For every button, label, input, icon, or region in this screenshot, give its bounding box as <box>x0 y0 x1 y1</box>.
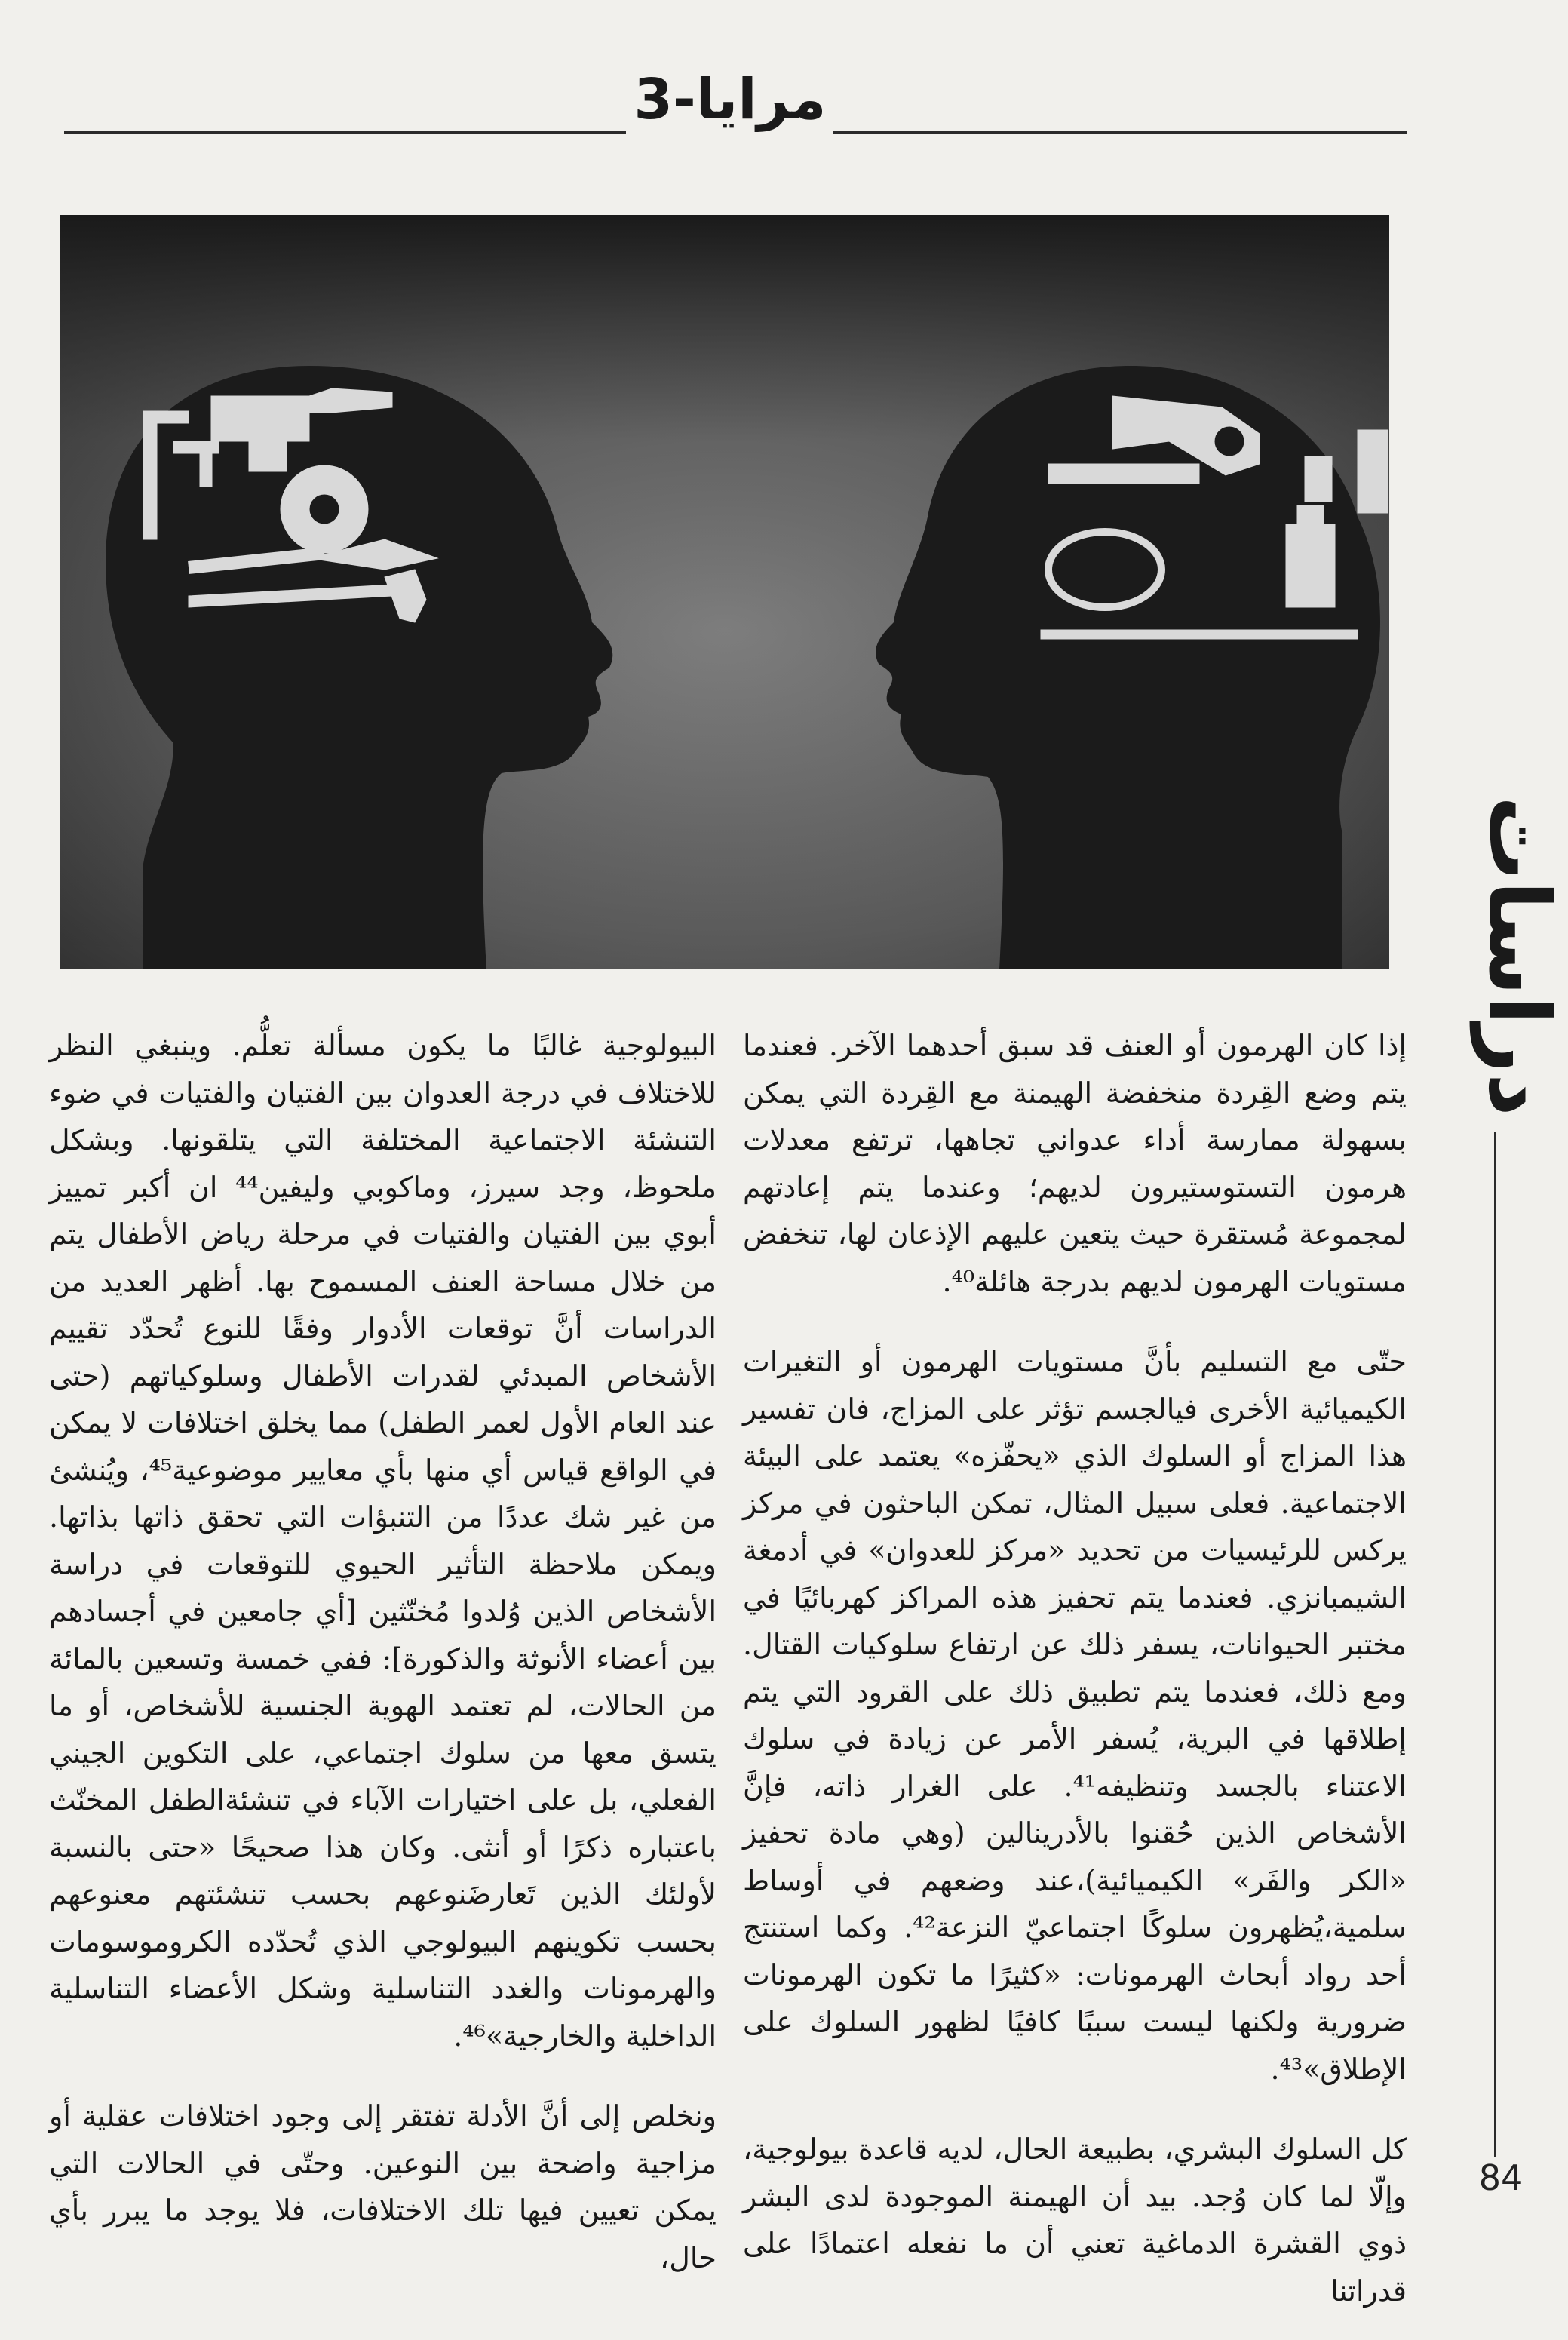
nail-file-icon <box>1041 630 1358 639</box>
article-illustration <box>60 215 1389 969</box>
paragraph: ونخلص إلى أنَّ الأدلة تفتقر إلى وجود اختلافات عقلية أو مزاجية واضحة بين النوعين. وحتّى في الحالات التي يمكن تعيين فيها تلك الاختلافات، فلا يوجد ما يبرر بأي حال، <box>49 2099 716 2274</box>
comb-icon <box>1048 464 1199 484</box>
paragraph: إذا كان الهرمون أو العنف قد سبق أحدهما الآخر. فعندما يتم وضع القِردة منخفضة الهيمنة مع القِردة التي يمكن بسهولة ممارسة أداء عدواني تجاهها، ترتفع معدلات هرمون التستوستيرون لديهم؛ وعندما يتم إعادتهم لمجموعة مُستقرة حيث يتعين عليهم الإذعان لها، تنخفض مستويات الهرمون لديهم بدرجة هائلة⁴⁰. <box>743 1029 1407 1298</box>
section-label: دراسات <box>1470 795 1568 1116</box>
article-column-left <box>49 1022 716 2281</box>
header-rule-left <box>64 131 626 134</box>
paragraph: كل السلوك البشري، بطبيعة الحال، لديه قاعدة بيولوجية، وإلّا لما كان وُجد. بيد أن الهيمنة الموجودة لدى البشر ذوي القشرة الدماغية تعني أن ما نفعله اعتمادًا على قدراتنا <box>743 2133 1407 2308</box>
sidebar-rule <box>1494 1132 1496 2157</box>
article-column-right <box>743 1022 1407 2314</box>
running-header-title: مرايا-3 <box>634 67 827 132</box>
header-rule-right <box>833 131 1407 134</box>
paragraph: حتّى مع التسليم بأنَّ مستويات الهرمون أو التغيرات الكيميائية الأخرى فيالجسم تؤثر على المزاج، فان تفسير هذا المزاج أو السلوك الذي «يحفّزه» يعتمد على البيئة الاجتماعية. فعلى سبيل المثال، تمكن الباحثون في مركز يركس للرئيسيات من تحديد «مركز للعدوان» في أدمغة الشيمبانزي. فعندما يتم تحفيز هذه المراكز كهربائيًا في مختبر الحيوانات، يسفر ذلك عن ارتفاع سلوكيات القتال. ومع ذلك، فعندما يتم تطبيق ذلك على القرود التي يتم إطلاقها في البرية، يُسفر الأمر عن زيادة في سلوك الاعتناء بالجسد وتنظيفه⁴¹. على الغرار ذاته، فإنَّ الأشخاص الذين حُقنوا بالأدرينالين (وهي مادة تحفيز «الكر والفَر» الكيميائية)،عند وضعهم في أوساط سلمية،يُظهرون سلوكًا اجتماعيّ النزعة⁴². وكما استنتج أحد رواد أبحاث الهرمونات: «كثيرًا ما تكون الهرمونات ضرورية ولكنها ليست سببًا كافيًا لظهور السلوك على الإطلاق»⁴³. <box>743 1345 1407 2086</box>
lipstick-icon <box>1358 430 1388 513</box>
perfume-icon <box>1286 524 1335 607</box>
wrench-icon <box>143 411 157 539</box>
page-number: 84 <box>1478 2157 1524 2198</box>
paragraph: البيولوجية غالبًا ما يكون مسألة تعلُّم. وينبغي النظر للاختلاف في درجة العدوان بين الفتيان والفتيات في ضوء التنشئة الاجتماعية المختلفة التي يتلقونها. وبشكل ملحوظ، وجد سيرز، وماكوبي وليفين⁴⁴ ان أكبر تمييز أبوي بين الفتيان والفتيات في مرحلة رياض الأطفال يتم من خلال مساحة العنف المسموح بها. أظهر العديد من الدراسات أنَّ توقعات الأدوار وفقًا للنوع تُحدّد تقييم الأشخاص المبدئي لقدرات الأطفال وسلوكياتهم (حتى عند العام الأول لعمر الطفل) مما يخلق اختلافات لا يمكن في الواقع قياس أي منها بأي معايير موضوعية⁴⁵، ويُنشئ من غير شك عددًا من التنبؤات التي تحقق ذاتها بذاتها. ويمكن ملاحظة التأثير الحيوي للتوقعات في دراسة الأشخاص الذين وُلدوا مُخنّثين [أي جامعين في أجسادهم بين أعضاء الأنوثة والذكورة]: ففي خمسة وتسعين بالمائة من الحالات، لم تعتمد الهوية الجنسية للأشخاص، أو ما يتسق معها من سلوك اجتماعي، على التكوين الجيني الفعلي، بل على اختيارات الآباء في تنشئةالطفل المخنّث باعتباره ذكرًا أو أنثى. وكان هذا صحيحًا «حتى بالنسبة لأولئك الذين تَعارضَنوعهم بحسب تنشئتهم معنوعهم بحسب تكوينهم البيولوجي الذي تُحدّده الكروموسومات والهرمونات والغدد التناسلية وشكل الأعضاء التناسلية الداخلية والخارجية»⁴⁶. <box>49 1029 716 2053</box>
